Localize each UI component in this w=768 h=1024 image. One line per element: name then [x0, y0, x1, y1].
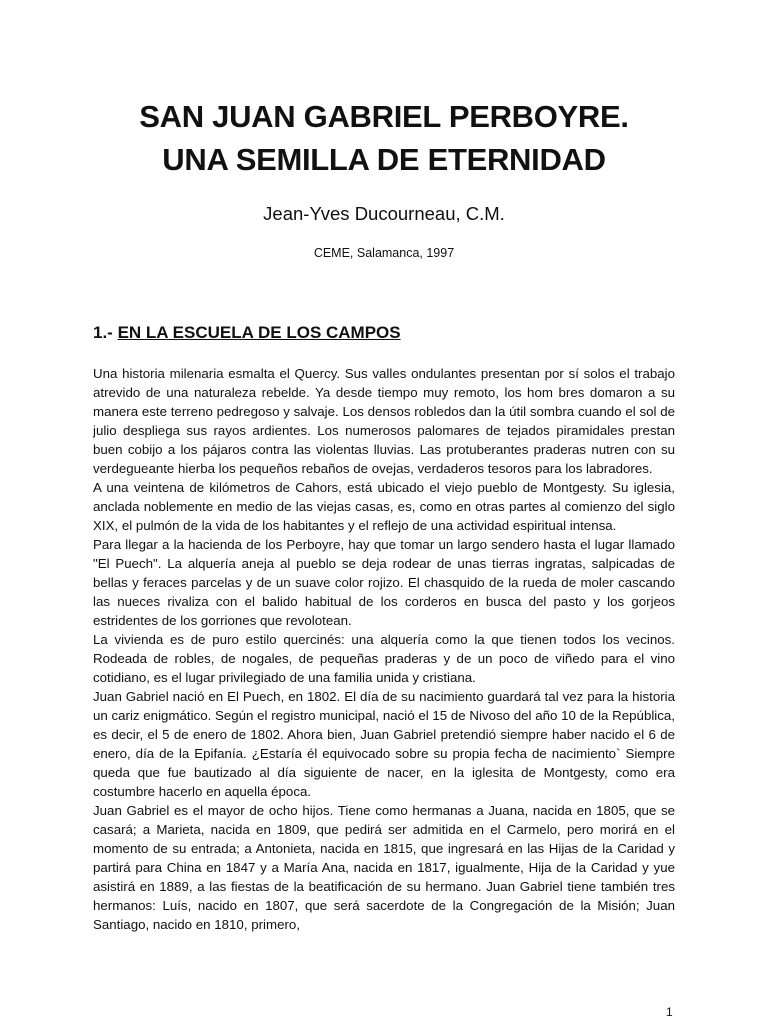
author: Jean-Yves Ducourneau, C.M.	[263, 203, 505, 224]
section-number: 1.-	[93, 323, 113, 342]
title-line-2: UNA SEMILLA DE ETERNIDAD	[162, 142, 606, 177]
paragraph: Juan Gabriel nació en El Puech, en 1802. El día de su nacimiento guardará tal vez para la historia un cariz enigmático. Según el registro municipal, nació el 15 de Nivoso del año 10 de la República, es decir, el 5 de enero de 1802. Ahora bien, Juan Gabriel pretendió siempre haber nacido el 6 de enero, día de la Epifanía. ¿Estaría él equivocado sobre su propia fecha de nacimiento` Siempre queda que fue bautizado al día siguiente de nacer, en la iglesita de Montgesty, como era costumbre hacerlo en aquella época.	[93, 689, 675, 799]
publication-info: CEME, Salamanca, 1997	[313, 246, 455, 260]
page-number: 1	[666, 1005, 673, 1019]
paragraph: Para llegar a la hacienda de los Perboyre, hay que tomar un largo sendero hasta el lugar llamado "El Puech". La alquería aneja al pueblo se deja rodear de unas tierras ingratas, salpicadas de bellas y feraces parcelas y de un suave color rojizo. El chasquido de la rueda de moler cascando las nueces rivaliza con el balido habitual de los corderos en busca del pasto y los gorjeos estridentes de los gorriones que revolotean.	[93, 537, 675, 628]
paragraph: Juan Gabriel es el mayor de ocho hijos. Tiene como hermanas a Juana, nacida en 1805, que se casará; a Marieta, nacida en 1809, que pedirá ser admitida en el Carmelo, pero morirá en el momento de su entrada; a Antonieta, nacida en 1815, que ingresará en las Hijas de la Caridad y partirá para China en 1847 y a María Ana, nacida en 1817, igualmente, Hija de la Caridad y yue asistirá en 1889, a las fiestas de la beatificación de su hermano. Juan Gabriel tiene también tres hermanos: Luís, nacido en 1807, que será sacerdote de la Congregación de la Misión; Juan Santiago, nacido en 1810, primero,	[93, 803, 675, 932]
title-line-1: SAN JUAN GABRIEL PERBOYRE.	[139, 99, 629, 134]
section-heading	[93, 323, 401, 343]
section-title: EN LA ESCUELA DE LOS CAMPOS	[117, 323, 401, 342]
body-text	[93, 364, 675, 934]
paragraph: A una veintena de kilómetros de Cahors, está ubicado el viejo pueblo de Montgesty. Su iglesia, anclada noblemente en medio de las viejas casas, es, como en otras partes al comienzo del siglo XIX, el pulmón de la vida de los habitantes y el reflejo de una actividad espiritual intensa.	[93, 480, 675, 533]
paragraph: Una historia milenaria esmalta el Quercy. Sus valles ondulantes presentan por sí solos el trabajo atrevido de una naturaleza rebelde. Ya desde tiempo muy remoto, los hom bres domaron a su manera este terreno pedregoso y salvaje. Los densos robledos dan la útil sombra cuando el sol de julio despliega sus rayos ardientes. Los numerosos palomares de tejados piramidales prestan buen cobijo a los pájaros contra las violentas lluvias. Las protuberantes praderas nutren con su verdegueante hierba los pequeños rebaños de ovejas, verdaderos tesoros para los labradores.	[93, 366, 675, 476]
paragraph: La vivienda es de puro estilo quercinés: una alquería como la que tienen todos los vecinos. Rodeada de robles, de nogales, de pequeñas praderas y de un poco de viñedo para el vino cotidiano, es el lugar privilegiado de una familia unida y cristiana.	[93, 632, 675, 685]
